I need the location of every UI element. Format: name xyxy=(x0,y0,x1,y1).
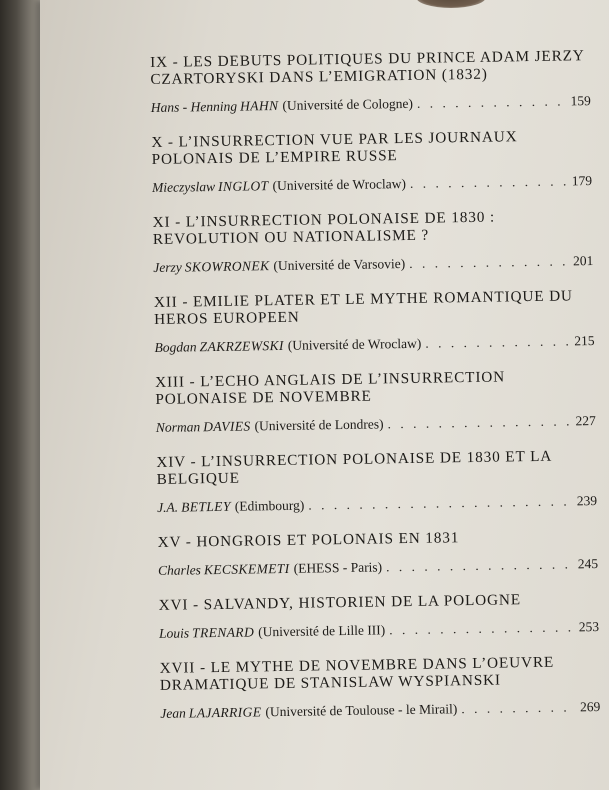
author-last-name: DAVIES xyxy=(203,418,251,435)
author-first-name: Bogdan xyxy=(154,339,197,355)
leader-dots xyxy=(417,92,567,111)
author-first-name: Jean xyxy=(160,705,186,721)
page-number: 239 xyxy=(576,493,598,509)
author-affiliation: (Université de Cologne) xyxy=(282,95,414,113)
author-line xyxy=(152,172,592,196)
author-line xyxy=(153,252,593,276)
toc-entry xyxy=(160,653,601,722)
author-last-name: HAHN xyxy=(239,97,279,114)
chapter-title: XV - HONGROIS ET POLONAIS EN 1831 xyxy=(157,529,460,551)
author-last-name: INGLOT xyxy=(217,178,269,194)
author-affiliation: (Université de Varsovie) xyxy=(273,256,406,274)
chapter-title: XII - EMILIE PLATER ET LE MYTHE ROMANTIQUE DU HEROS EUROPEEN xyxy=(153,287,574,328)
author-line xyxy=(156,412,596,436)
finger-shadow xyxy=(416,0,486,8)
chapter-title: XVI - SALVANDY, HISTORIEN DE LA POLOGNE xyxy=(158,591,522,614)
page-number: 227 xyxy=(575,413,596,429)
author-last-name: TRENARD xyxy=(191,624,255,641)
author-first-name: Jerzy xyxy=(153,259,182,275)
toc-entry xyxy=(158,527,599,579)
page-number: 201 xyxy=(572,253,594,269)
author-last-name: KECSKEMETI xyxy=(203,560,290,578)
author-last-name: BETLEY xyxy=(181,498,231,515)
author-line xyxy=(157,492,597,516)
chapter-title: XI - L’INSURRECTION POLONAISE DE 1830 : REVOLUTION OU NATIONALISME ? xyxy=(152,208,496,248)
chapter-title: IX - LES DEBUTS POLITIQUES DU PRINCE ADAM JERZY CZARTORYSKI DANS L’EMIGRATION (1832) xyxy=(150,47,585,88)
author-line xyxy=(159,618,599,642)
page-number: 269 xyxy=(579,699,601,715)
author-last-name: LAJARRIGE xyxy=(188,704,262,721)
chapter-title: XIV - L’INSURRECTION POLONAISE DE 1830 ET LA BELGIQUE xyxy=(156,447,552,488)
author-line xyxy=(158,555,598,579)
author-last-name: SKOWRONEK xyxy=(184,258,270,275)
leader-dots xyxy=(386,555,574,575)
toc-entry xyxy=(153,207,594,276)
author-affiliation: (Université de Lille III) xyxy=(258,622,386,640)
chapter-title: XVII - LE MYTHE DE NOVEMBRE DANS L’OEUVRE DRAMATIQUE DE STANISLAW WYSPIANSKI xyxy=(159,653,555,694)
toc-entry xyxy=(159,590,600,642)
page-number: 253 xyxy=(578,619,600,635)
author-affiliation: (Edimbourg) xyxy=(234,497,305,514)
page-number: 215 xyxy=(574,333,595,349)
toc-entry xyxy=(154,287,595,356)
author-line xyxy=(160,698,600,722)
toc-entry xyxy=(150,47,591,116)
author-first-name: Hans - Henning xyxy=(150,98,238,115)
author-affiliation: (Université de Toulouse - le Mirail) xyxy=(265,701,458,720)
leader-dots xyxy=(308,492,573,513)
author-first-name: Louis xyxy=(158,625,190,641)
author-affiliation: (Université de Londres) xyxy=(254,416,384,434)
page-number: 245 xyxy=(577,556,599,572)
author-line xyxy=(151,92,591,116)
toc-entry xyxy=(156,447,597,516)
author-affiliation: (EHESS - Paris) xyxy=(293,559,383,576)
author-first-name: J.A. xyxy=(157,499,179,515)
chapter-title: X - L’INSURRECTION VUE PAR LES JOURNAUX POLONAIS DE L’EMPIRE RUSSE xyxy=(151,128,518,168)
author-first-name: Mieczyslaw xyxy=(151,178,216,195)
toc-entry xyxy=(151,127,592,196)
author-last-name: ZAKRZEWSKI xyxy=(199,337,284,355)
page-number: 159 xyxy=(570,93,591,109)
author-first-name: Norman xyxy=(155,419,201,435)
leader-dots xyxy=(410,172,568,191)
table-of-contents xyxy=(150,47,601,740)
toc-entry xyxy=(155,367,596,436)
leader-dots xyxy=(409,252,569,272)
chapter-title: XIII - L’ECHO ANGLAIS DE L’INSURRECTION POLONAISE DE NOVEMBRE xyxy=(155,368,506,408)
leader-dots xyxy=(425,332,570,351)
author-first-name: Charles xyxy=(157,562,201,578)
author-affiliation: (Université de Wroclaw) xyxy=(272,175,407,194)
leader-dots xyxy=(387,412,571,432)
author-line xyxy=(154,332,594,356)
leader-dots xyxy=(389,618,575,638)
page-number: 179 xyxy=(571,173,593,189)
leader-dots xyxy=(461,698,576,717)
author-affiliation: (Université de Wroclaw) xyxy=(287,335,422,353)
